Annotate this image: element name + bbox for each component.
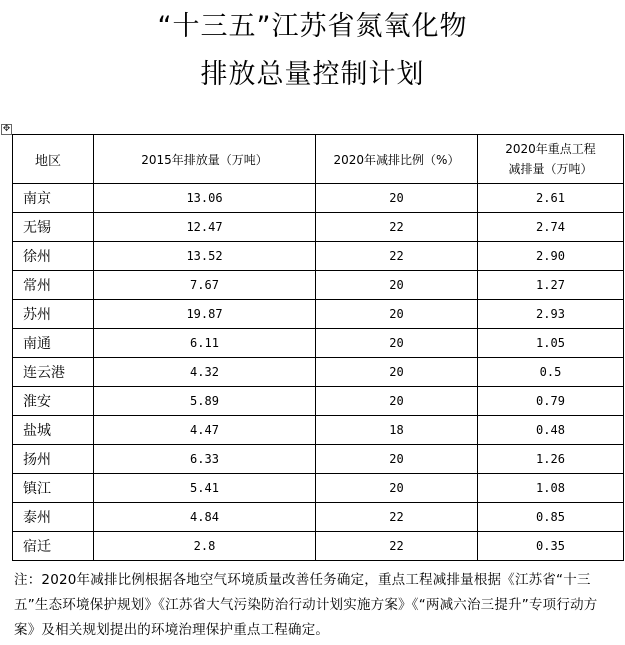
cell-key-project-reduction: 2.90: [478, 242, 624, 271]
cell-region: 泰州: [13, 503, 94, 532]
cell-region: 无锡: [13, 213, 94, 242]
header-reduction-ratio-2020: 2020年减排比例（%）: [316, 135, 478, 184]
cell-reduction-ratio: 20: [316, 184, 478, 213]
cell-key-project-reduction: 1.26: [478, 445, 624, 474]
cell-region: 苏州: [13, 300, 94, 329]
cell-emission-2015: 6.33: [94, 445, 316, 474]
cell-reduction-ratio: 20: [316, 271, 478, 300]
cell-region: 徐州: [13, 242, 94, 271]
cell-reduction-ratio: 18: [316, 416, 478, 445]
header-col3-line1: 2020年重点工程: [505, 142, 596, 156]
table-row: [13, 503, 624, 532]
cell-reduction-ratio: 20: [316, 329, 478, 358]
cell-key-project-reduction: 0.79: [478, 387, 624, 416]
cell-key-project-reduction: 2.61: [478, 184, 624, 213]
cell-emission-2015: 19.87: [94, 300, 316, 329]
table-row: [13, 213, 624, 242]
table-row: [13, 387, 624, 416]
header-region: 地区: [13, 135, 94, 184]
cell-region: 淮安: [13, 387, 94, 416]
cell-region: 南通: [13, 329, 94, 358]
cell-emission-2015: 4.47: [94, 416, 316, 445]
cell-key-project-reduction: 0.85: [478, 503, 624, 532]
title-line-1: “十三五”江苏省氮氧化物: [157, 11, 468, 42]
cell-key-project-reduction: 2.74: [478, 213, 624, 242]
cell-key-project-reduction: 0.48: [478, 416, 624, 445]
cell-emission-2015: 4.32: [94, 358, 316, 387]
cell-region: 宿迁: [13, 532, 94, 561]
cell-key-project-reduction: 0.5: [478, 358, 624, 387]
cell-reduction-ratio: 20: [316, 445, 478, 474]
table-header-row: [13, 135, 624, 184]
cell-key-project-reduction: 2.93: [478, 300, 624, 329]
table-row: [13, 300, 624, 329]
cell-reduction-ratio: 22: [316, 503, 478, 532]
table-row: [13, 532, 624, 561]
cell-reduction-ratio: 20: [316, 300, 478, 329]
cell-reduction-ratio: 22: [316, 242, 478, 271]
cell-reduction-ratio: 22: [316, 532, 478, 561]
header-col3-line2: 减排量（万吨）: [508, 162, 593, 176]
cell-emission-2015: 12.47: [94, 213, 316, 242]
cell-key-project-reduction: 1.27: [478, 271, 624, 300]
table-row: [13, 358, 624, 387]
header-emission-2015: 2015年排放量（万吨）: [94, 135, 316, 184]
cell-emission-2015: 13.06: [94, 184, 316, 213]
table-row: [13, 329, 624, 358]
table-row: [13, 184, 624, 213]
cell-key-project-reduction: 0.35: [478, 532, 624, 561]
cell-reduction-ratio: 20: [316, 358, 478, 387]
header-key-project-reduction-2020: [478, 135, 624, 184]
cell-key-project-reduction: 1.05: [478, 329, 624, 358]
table-row: [13, 474, 624, 503]
table-row: [13, 445, 624, 474]
title-line-2: 排放总量控制计划: [200, 59, 425, 90]
table-row: [13, 271, 624, 300]
table-row: [13, 242, 624, 271]
cell-reduction-ratio: 20: [316, 387, 478, 416]
emission-table: [12, 134, 624, 561]
table-row: [13, 416, 624, 445]
table-move-handle-icon[interactable]: ✥: [2, 124, 11, 134]
cell-region: 连云港: [13, 358, 94, 387]
cell-region: 盐城: [13, 416, 94, 445]
cell-reduction-ratio: 22: [316, 213, 478, 242]
cell-reduction-ratio: 20: [316, 474, 478, 503]
cell-emission-2015: 5.89: [94, 387, 316, 416]
cell-emission-2015: 6.11: [94, 329, 316, 358]
footnote: 注：2020年减排比例根据各地空气环境质量改善任务确定，重点工程减排量根据《江苏省“十三五”生态环境保护规划》《江苏省大气污染防治行动计划实施方案》《“两减六治三提升”专项行动方案》及相关规划提出的环境治理保护重点工程确定。: [14, 572, 598, 638]
cell-emission-2015: 5.41: [94, 474, 316, 503]
cell-region: 镇江: [13, 474, 94, 503]
cell-emission-2015: 2.8: [94, 532, 316, 561]
cell-emission-2015: 13.52: [94, 242, 316, 271]
cell-key-project-reduction: 1.08: [478, 474, 624, 503]
cell-region: 扬州: [13, 445, 94, 474]
cell-emission-2015: 4.84: [94, 503, 316, 532]
cell-region: 常州: [13, 271, 94, 300]
cell-region: 南京: [13, 184, 94, 213]
cell-emission-2015: 7.67: [94, 271, 316, 300]
